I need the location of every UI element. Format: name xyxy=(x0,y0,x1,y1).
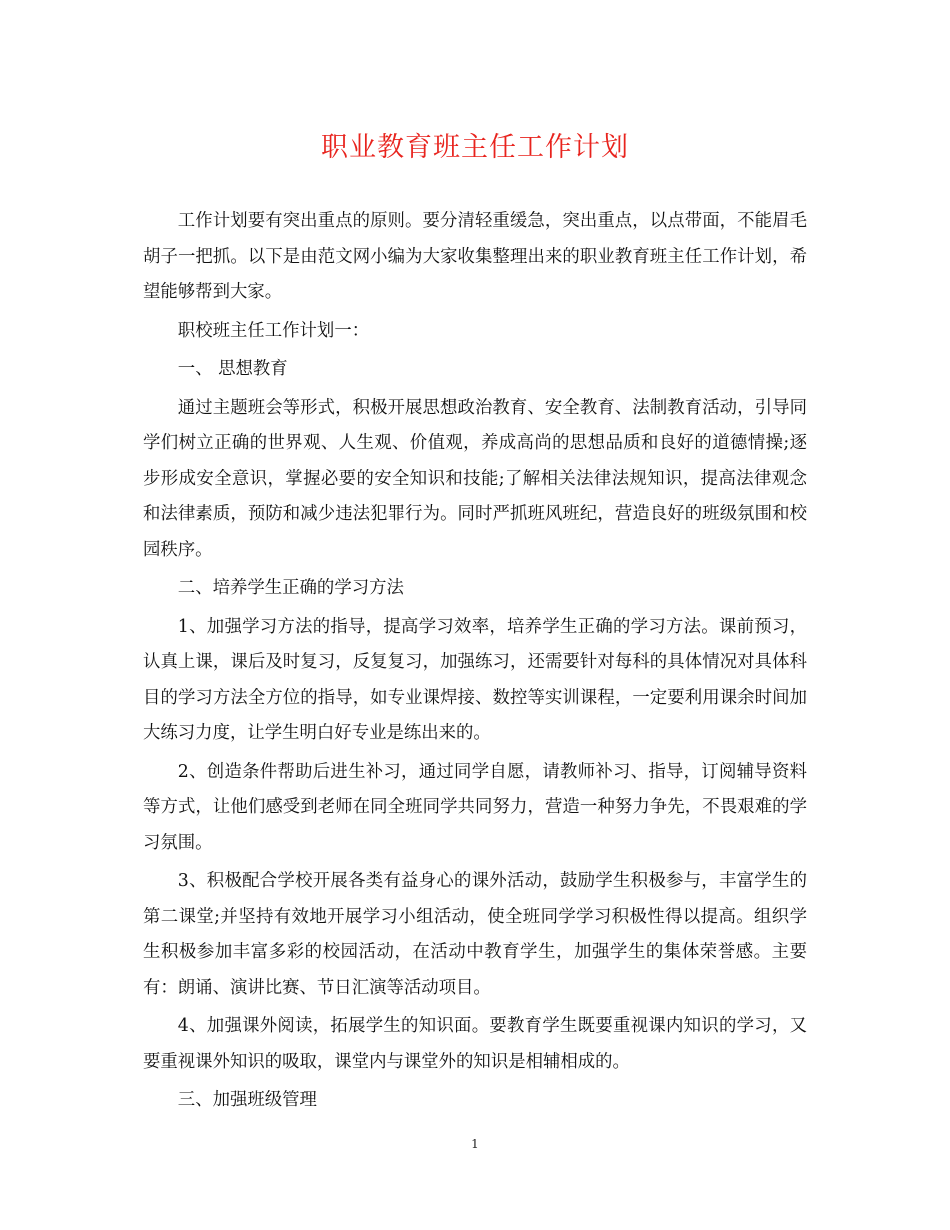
section-heading-ideology: 一、 思想教育 xyxy=(177,359,288,379)
section-heading-class-management: 三、加强班级管理 xyxy=(177,1090,317,1110)
paragraph-ideology: 通过主题班会等形式，积极开展思想政治教育、安全教育、法制教育活动，引导同学们树立正确的世界观、人生观、价值观，养成高尚的思想品质和良好的道德情操;逐步形成安全意识，掌握必要的安全知识和技能;了解相关法律法规知识，提高法律观念和法律素质，预防和减少违法犯罪行为。同时严抓班风班纪，营造良好的班级氛围和校园秩序。 xyxy=(143,397,807,560)
paragraph-study-item-1: 1、加强学习方法的指导，提高学习效率，培养学生正确的学习方法。课前预习，认真上课，课后及时复习，反复复习，加强练习，还需要针对每科的具体情况对具体科目的学习方法全方位的指导，如专业课焊接、数控等实训课程，一定要利用课余时间加大练习力度，让学生明白好专业是练出来的。 xyxy=(143,616,807,743)
paragraph-study-item-4: 4、加强课外阅读，拓展学生的知识面。要教育学生既要重视课内知识的学习，又要重视课外知识的吸取，课堂内与课堂外的知识是相辅相成的。 xyxy=(143,1016,807,1072)
section-heading-study-methods: 二、培养学生正确的学习方法 xyxy=(177,578,404,598)
paragraph-study-item-2: 2、创造条件帮助后进生补习，通过同学自愿，请教师补习、指导，订阅辅导资料等方式，让他们感受到老师在同全班同学共同努力，营造一种努力争先，不畏艰难的学习氛围。 xyxy=(143,761,807,853)
document-body xyxy=(143,204,807,1122)
page-number: 1 xyxy=(471,1137,479,1151)
paragraph-plan-one-heading: 职校班主任工作计划一： xyxy=(177,320,370,341)
paragraph-intro: 工作计划要有突出重点的原则。要分清轻重缓急，突出重点，以点带面，不能眉毛胡子一把抓。以下是由范文网小编为大家收集整理出来的职业教育班主任工作计划，希望能够帮到大家。 xyxy=(143,211,807,302)
paragraph-study-item-3: 3、积极配合学校开展各类有益身心的课外活动，鼓励学生积极参与，丰富学生的第二课堂;并坚持有效地开展学习小组活动，使全班同学学习积极性得以提高。组织学生积极参加丰富多彩的校园活动，在活动中教育学生，加强学生的集体荣誉感。主要有：朗诵、演讲比赛、节日汇演等活动项目。 xyxy=(143,871,807,998)
document-title: 职业教育班主任工作计划 xyxy=(321,132,629,163)
